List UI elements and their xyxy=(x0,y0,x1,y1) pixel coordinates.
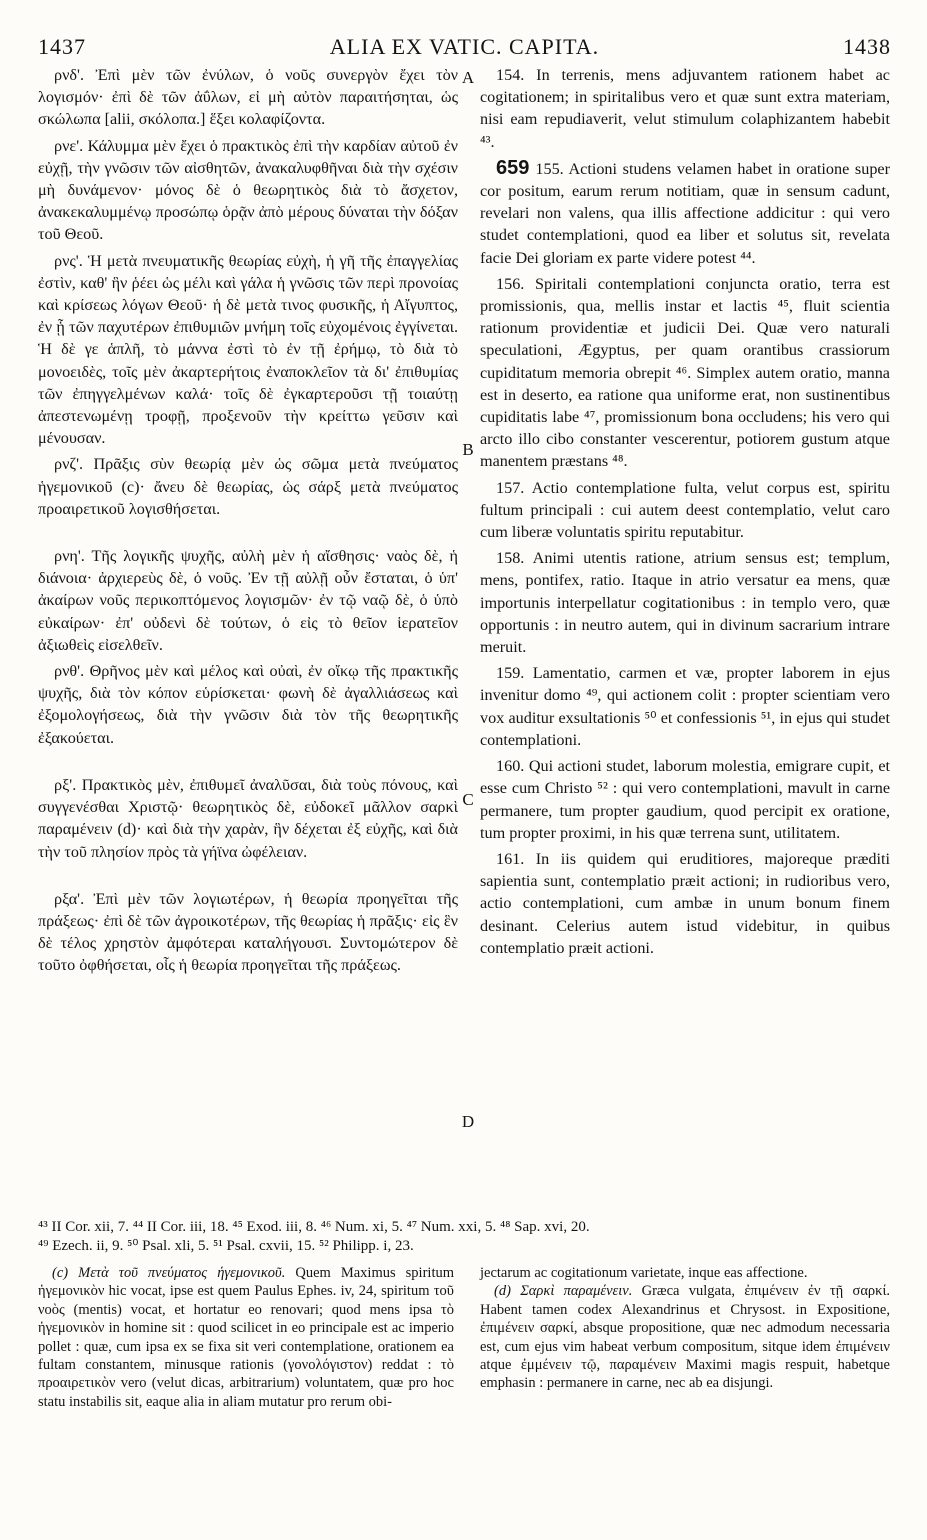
greek-chapter-156: ρνς'. Ἡ μετὰ πνευματικῆς θεωρίας εὐχὴ, ἡ γῆ τῆς ἐπαγγελίας ἐστὶν, καθ' ἣν ῥέει ὡς μέλι καὶ γάλα ἡ γνῶσις τῶν περὶ προνοίας καὶ κρίσεως λόγων Θεοῦ· ἡ δὲ μετὰ τινος φυσικῆς, ἡ Αἴγυπτος, ἐν ᾗ τῶν παχυτέρων ἐπιθυμιῶν μνήμη τοῖς εὐχομένοις ἐγγίνεται. Ἡ δὲ γε ἁπλῆ, τὸ μάννα ἐστὶ τὸ ἐν τῇ ἐρήμῳ, τὸ διὰ τὸ μονοειδὲς, τοῖς μὲν ἀκαρτερήτοις ἐναποκλεῖον τὰ δι' ἐπιθυμίας τῶν ἐπηγγελμένων καλά· τοῖς δὲ ἐγκαρτεροῦσι τῇ τοιαύτῃ ἀπεστενωμένῃ τροφῇ, προξενοῦν τὴν κρείττω γεῦσιν καὶ μένουσαν. xyxy=(38,251,458,448)
margin-marker-a: A xyxy=(461,68,475,87)
footnotes-right xyxy=(480,1264,890,1393)
latin-chapter-158: 158. Animi utentis ratione, atrium sensus est; templum, mens, pontifex, ratio. Itaque in atrio versatur ea mens, quæ importunis interpellatur cogitationibus : in templo vero, quæ opportunis : in neutro autem, qui in divinum sacrarium intrare meruit. xyxy=(480,549,890,657)
latin-chapter-160: 160. Qui actioni studet, laborum molestia, emigrare cupit, et esse cum Christo ⁵² : qui vero contemplationi, mavult in carne permanere, tum propter gaudium, quod percipit ex oratione, tum propter proximi, in his quæ terrena sunt, utilitatem. xyxy=(480,757,890,842)
footnote-d-text: Græca vulgata, ἐπιμένειν ἐν τῇ σαρκί. Habent tamen codex Alexandrinus et Chrysost. in Expositione, ἐπιμένειν σαρκί, absque propositione, quæ nec admodum necessaria est, cum ejus vim habeat verbum compositum, sitque idem ἐπιμένειν atque ἐμμένειν τῷ, παραμένειν Maximi magis respuit, habetque emphasin : permanere in carne, nec ab ea disjungi. xyxy=(480,1283,891,1392)
greek-chapter-161: ρξα'. Ἐπὶ μὲν τῶν λογιωτέρων, ἡ θεωρία προηγεῖται τῆς πράξεως· ἐπὶ δὲ τῶν ἀγροικοτέρων, τῆς θεωρίας ἡ πρᾶξις· εἰς ἓν δὲ τέλος χρηστὸν ἀμφότεραι καταλήγουσι. Συντομώτερον δὲ τοῦτο ὀφθήσεται, οἷς ἡ θεωρία προηγεῖται τῆς πράξεως. xyxy=(38,889,458,975)
footnote-d xyxy=(480,1282,890,1392)
greek-chapter-159: ρνθ'. Θρῆνος μὲν καὶ μέλος καὶ οὐαὶ, ἐν οἴκῳ τῆς πρακτικῆς ψυχῆς, διὰ τὸν κόπον εὑρίσκεται· φωνὴ δὲ ἀγαλλιάσεως καὶ ἐξομολογήσεως, διὰ τὴν γνῶσιν διὰ τὸν τῆς θεωρητικῆς ἐξακούεται. xyxy=(38,662,458,747)
footnotes-left xyxy=(38,1264,454,1411)
latin-chapter-155: 155. Actioni studens velamen habet in oratione super cor positum, earum rerum notitiam, quæ in sensum cadunt, revelari non valens, qua illis affectione addicitur : qui vero studet contemplationi, quod ea liber et solutus sit, revelata facie Dei gloriam ex parte videre potest ⁴⁴. xyxy=(480,159,890,267)
latin-chapter-156: 156. Spiritali contemplationi conjuncta oratio, terra est promissionis, qua, mellis instar et lactis ⁴⁵, fluit scientia rationum providentiæ et judicii Dei. Quæ vero naturali speculationi, Ægyptus, per quam orantibus crassiorum cupiditatum memoria obrepit ⁴⁶. Simplex autem oratio, manna est in deserto, ea ratione qua uniforme erat, non sustinentibus cupiditatis labe ⁴⁷, promissionum bona occludens; his vero qui arcto illo cibo constanter vescerentur, potiorem gustum atque manentem præstans ⁴⁸. xyxy=(480,274,890,471)
footnote-d-label: (d) Σαρκὶ παραμένειν. xyxy=(494,1283,633,1300)
latin-chapter-157: 157. Actio contemplatione fulta, velut corpus est, spiritu fultum principali : cui autem deest contemplatio, velut caro cum liberæ voluntatis spiritu reputabitur. xyxy=(480,478,890,542)
right-page-number: 1438 xyxy=(842,34,891,59)
page-header xyxy=(38,34,891,64)
scripture-references xyxy=(38,1218,891,1256)
latin-chapter-154: 154. In terrenis, mens adjuvantem rationem habet ac cogitationem; in spiritalibus vero et quæ sunt extra materiam, nisi eam repudiaverit, velut stimulum colaphizantem habebit ⁴³. xyxy=(480,66,890,151)
footnote-c xyxy=(38,1264,454,1411)
margin-marker-b: B xyxy=(462,440,474,459)
footnote-c-continued: jectarum ac cogitationum varietate, inque eas affectione. xyxy=(480,1265,808,1281)
greek-chapter-160: ρξ'. Πρακτικὸς μὲν, ἐπιθυμεῖ ἀναλῦσαι, διὰ τοὺς πόνους, καὶ συγγενέσθαι Χριστῷ· θεωρητικὸς δὲ, εὐδοκεῖ μᾶλλον σαρκὶ παραμένειν (d)· καὶ διὰ τὴν χαρὰν, ἣν δέχεται ἐξ εὐχῆς, καὶ διὰ τὴν τοῦ πλησίον πρὸς τὰ γήϊνα ὠφέλειαν. xyxy=(38,775,458,861)
greek-chapter-158: ρνη'. Τῆς λογικῆς ψυχῆς, αὐλὴ μὲν ἡ αἴσθησις· ναὸς δὲ, ἡ διάνοια· ἀρχιερεὺς δὲ, ὁ νοῦς. Ἐν τῇ αὐλῇ οὖν ἔσταται, ὁ ὑπ' ἀκαίρων νοῦς περικοπτόμενος λογισμῶν· ἐν τῷ ναῷ δὲ, ὁ ὑπὸ εὐκαίρων· ἐπ' οὐδενὶ δὲ τούτων, ὁ εἰς τὸ θεῖον ἱερατεῖον ἀξιωθεὶς εἰσελθεῖν. xyxy=(38,547,458,654)
footnote-c-text: Quem Maximus spiritum ἡγεμονικὸν hic vocat, ipse est quem Paulus Ephes. iv, 24, spiritum τοῦ νοὸς (mentis) vocat, et hortatur eo renovari; quod mens ipsa τὸ ἡγεμονικὸν in homine sit : quod scilicet in eo principale est ac imperio pollet : quæ, cum ipsa ex se fixa sit veri contemplatione, orationem ea fultam constantem, minusque rationis (γονολόγιστον) reddat : τὸ προαιρετικὸν vero (velut dicas, arbitrarium) voluntatem, quæ pro hoc statu instabilis sit, eaque alia in aliam mutatur pro rerum obi- xyxy=(38,1265,455,1410)
scripture-refs-line-1: ⁴³ II Cor. xii, 7. ⁴⁴ II Cor. iii, 18. ⁴⁵ Exod. iii, 8. ⁴⁶ Num. xi, 5. ⁴⁷ Num. xxi, 5. ⁴⁸ Sap. xvi, 20. xyxy=(38,1219,590,1235)
greek-chapter-157: ρνζ'. Πρᾶξις σὺν θεωρίᾳ μὲν ὡς σῶμα μετὰ πνεύματος ἡγεμονικοῦ (c)· ἄνευ δὲ θεωρίας, ὡς σάρξ μετὰ πνεύματος προαιρετικοῦ λογισθήσεται. xyxy=(38,455,458,518)
margin-marker-d: D xyxy=(461,1112,475,1131)
latin-chapter-159: 159. Lamentatio, carmen et væ, propter laborem in ejus invenitur domo ⁴⁹, qui actionem colit : propter scientiam vero vox auditur exsultationis ⁵⁰ et confessionis ⁵¹, in ejus qui studet contemplationi. xyxy=(480,664,890,749)
latin-column xyxy=(480,64,890,963)
scripture-refs-line-2: ⁴⁹ Ezech. ii, 9. ⁵⁰ Psal. xli, 5. ⁵¹ Psal. cxvii, 15. ⁵² Philipp. i, 23. xyxy=(38,1238,414,1254)
footnote-c-label: (c) Μετὰ τοῦ πνεύματος ἡγεμονικοῦ. xyxy=(52,1265,286,1281)
left-page-number: 1437 xyxy=(38,34,86,59)
latin-chapter-161: 161. In iis quidem qui eruditiores, majoreque præditi sapientia sunt, contemplatio præit actioni; in rudioribus vero, actio contemplationi, cum ambæ in unum bonum finem desinant. Celerius autem istud videbitur, in quibus contemplatio præit actioni. xyxy=(480,849,890,957)
running-title: ALIA EX VATIC. CAPITA. xyxy=(329,34,600,59)
greek-column xyxy=(38,64,458,981)
greek-chapter-155: ρνε'. Κάλυμμα μὲν ἔχει ὁ πρακτικὸς ἐπὶ τὴν καρδίαν αὐτοῦ ἐν εὐχῇ, τὴν γνῶσιν τῶν αἰσθητῶν, ἀνακαλυφθῆναι διὰ τὴν σχέσιν μὴ δυνάμενον· μόνος δὲ ὁ θεωρητικὸς διὰ τὸ ἄσχετον, ἀνακεκαλυμμένῳ προσώπῳ ὁρᾷν ἀπὸ μέρους δύναται τὴν δόξαν τοῦ Θεοῦ. xyxy=(38,136,458,244)
latin-chapter-155-block xyxy=(480,157,890,269)
margin-marker-c: C xyxy=(462,790,474,809)
column-number: 659 xyxy=(496,156,530,179)
greek-chapter-154: ρνδ'. Ἐπὶ μὲν τῶν ἐνύλων, ὁ νοῦς συνεργὸν ἔχει τὸν λογισμόν· ἐπὶ δὲ τῶν ἀΰλων, εἰ μὴ αὐτὸν παραιτήσηται, ὡς σκώλωπα [alii, σκόλοπα.] ἕξει κολαφίζοντα. xyxy=(38,66,458,129)
